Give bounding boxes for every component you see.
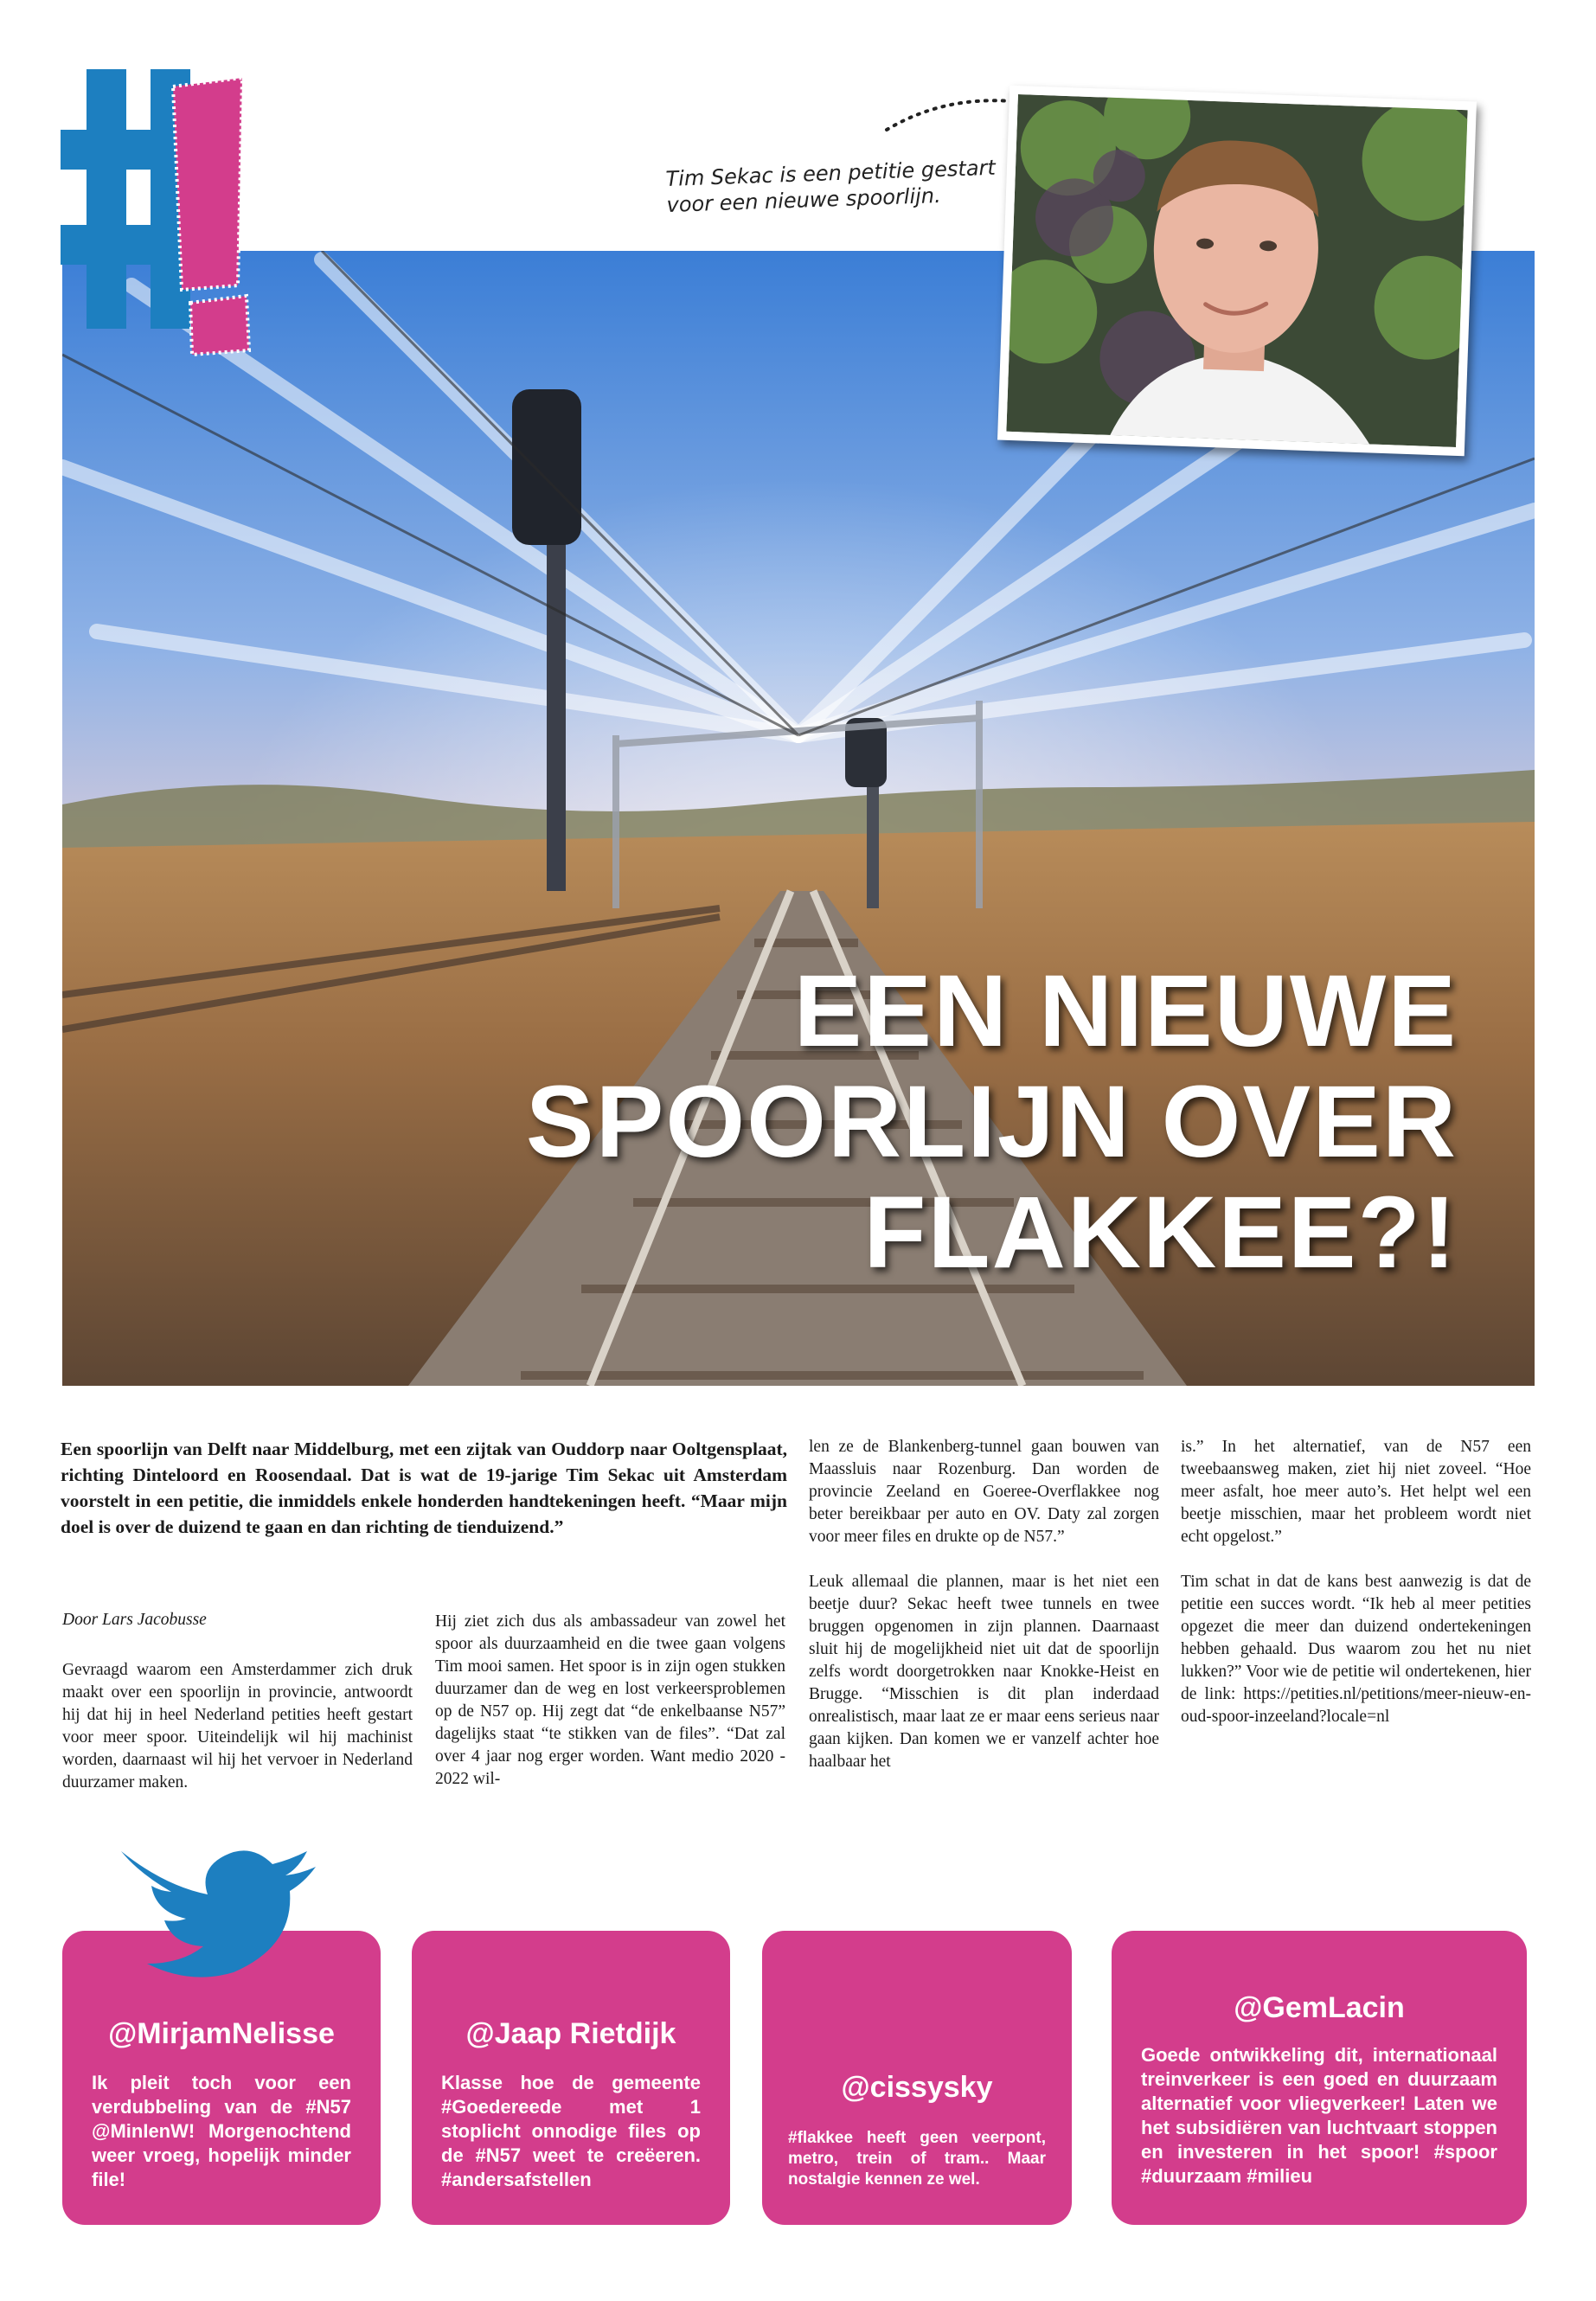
headline-line-2: SPOORLIJN OVER xyxy=(525,1065,1458,1179)
tweet-card xyxy=(1112,1931,1527,2225)
tweet-handle: @Jaap Rietdijk xyxy=(465,2017,676,2050)
article-lead: Een spoorlijn van Delft naar Middelburg, met een zijtak van Ouddorp naar Ooltgensplaat, richting Dinteloord en Roosendaal. Dat is wat de 19-jarige Tim Sekac uit Amsterdam voorstelt in een petitie, die inmiddels enkele honderden handtekeningen heeft. “Maar mijn doel is over de duizend te gaan en dan richting de tienduizend.” xyxy=(61,1439,787,1537)
tweet-handle: @MirjamNelisse xyxy=(108,2017,335,2050)
portrait-photo xyxy=(997,86,1477,457)
tweet-text: Klasse hoe de gemeente #Goedereede met 1 stoplicht onnodige files op de #N57 weet te creëeren. #andersafstellen xyxy=(441,2072,701,2190)
paragraph: Hij ziet zich dus als ambassadeur van zowel het spoor als duurzaamheid en die twee gaan volgens Tim mooi samen. Het spoor is in zijn ogen stukken duurzamer dan de weg en lost verkeersproblemen op de N57 op. Hij zegt dat “de enkelbaanse N57” dagelijks staat “te stikken van de files”. “Dat zal over 4 jaar nog erger worden. Want medio 2020 - 2022 wil- xyxy=(435,1612,785,1788)
article-column-2 xyxy=(435,1611,785,1813)
portrait-illustration xyxy=(1006,94,1467,447)
headline xyxy=(160,956,1458,1288)
paragraph: Gevraagd waarom een Amsterdammer zich druk maakt over een spoorlijn in provincie, antwoordt hij dat hij in heel Nederland petities heeft gestart voor meer spoor. Uiteindelijk wil hij machinist worden, daarnaast wil hij het vervoer in Nederland duurzamer maken. xyxy=(62,1661,413,1791)
paragraph: len ze de Blankenberg-tunnel gaan bouwen van Maassluis naar Rozenburg. Dan worden de provincie Zeeland en Goeree-Overflakkee nog beter bereikbaar per auto en OV. Daty zal zorgen voor meer files en drukte op de N57.” xyxy=(809,1438,1159,1546)
tweet-text: Goede ontwikkeling dit, internationaal treinverkeer is een goed en duurzaam alternatief voor vliegverkeer! Laten we het subsidiëren van luchtvaart stoppen en investeren in het spoor! #spoor #duurzaam #milieu xyxy=(1141,2044,1497,2187)
tweet-text: #flakkee heeft geen veerpont, metro, trein of tram.. Maar nostalgie kennen ze wel. xyxy=(788,2129,1046,2189)
article-column-3 xyxy=(809,1436,1159,1796)
article-byline: Door Lars Jacobusse xyxy=(62,1611,207,1629)
caption-line-1: Tim Sekac is een petitie gestart xyxy=(665,155,997,191)
paragraph: is.” In het alternatief, van de N57 een tweebaansweg maken, ziet hij niet zoveel. “Hoe meer asfalt, hoe meer auto’s. Het helpt wel een beetje misschien, maar het probleem wordt niet echt opgelost.” xyxy=(1181,1438,1531,1546)
article-column-1 xyxy=(62,1659,413,1817)
article-column-4 xyxy=(1181,1436,1531,1751)
paragraph: Tim schat in dat de kans best aanwezig is dat de petitie een succes wordt. “Ik heb al meer petities opgezet die meer dan duizend ondertekeningen hebben gehaald. Dus waarom zou het nu niet lukken?” Voor wie de petitie wil ondertekenen, hier de link: https://petities.nl/petitions/meer-nieuw-en-oud-spoor-inzeeland?locale=nl xyxy=(1181,1573,1531,1726)
photo-caption xyxy=(665,154,1013,218)
tweet-text: Ik pleit toch voor een verdubbeling van de #N57 @MinIenW! Morgenochtend weer vroeg, hopelijk minder file! xyxy=(92,2072,351,2190)
caption-line-2: voor een nieuwe spoorlijn. xyxy=(666,183,942,217)
tweet-handle: @GemLacin xyxy=(1234,1991,1405,2024)
tweet-handle: @cissysky xyxy=(841,2071,993,2104)
twitter-bird-icon xyxy=(112,1834,320,1981)
tweet-card xyxy=(412,1931,730,2225)
headline-line-1: EEN NIEUWE xyxy=(793,954,1458,1068)
hashtag-exclamation-logo xyxy=(61,69,303,363)
tweet-card xyxy=(762,1931,1072,2225)
headline-line-3: FLAKKEE?! xyxy=(863,1176,1458,1290)
paragraph: Leuk allemaal die plannen, maar is het niet een beetje duur? Sekac heeft twee tunnels en twee bruggen opgenomen in zijn plannen. Daarnaast sluit hij de mogelijkheid niet uit dat de spoorlijn zelfs wordt doorgetrokken naar Knokke-Heist en Brugge. “Misschien is dit plan inderdaad onrealistisch, maar laat ze er maar eens serieus naar gaan kijken. Dan komen we er vanzelf achter hoe haalbaar het xyxy=(809,1573,1159,1771)
